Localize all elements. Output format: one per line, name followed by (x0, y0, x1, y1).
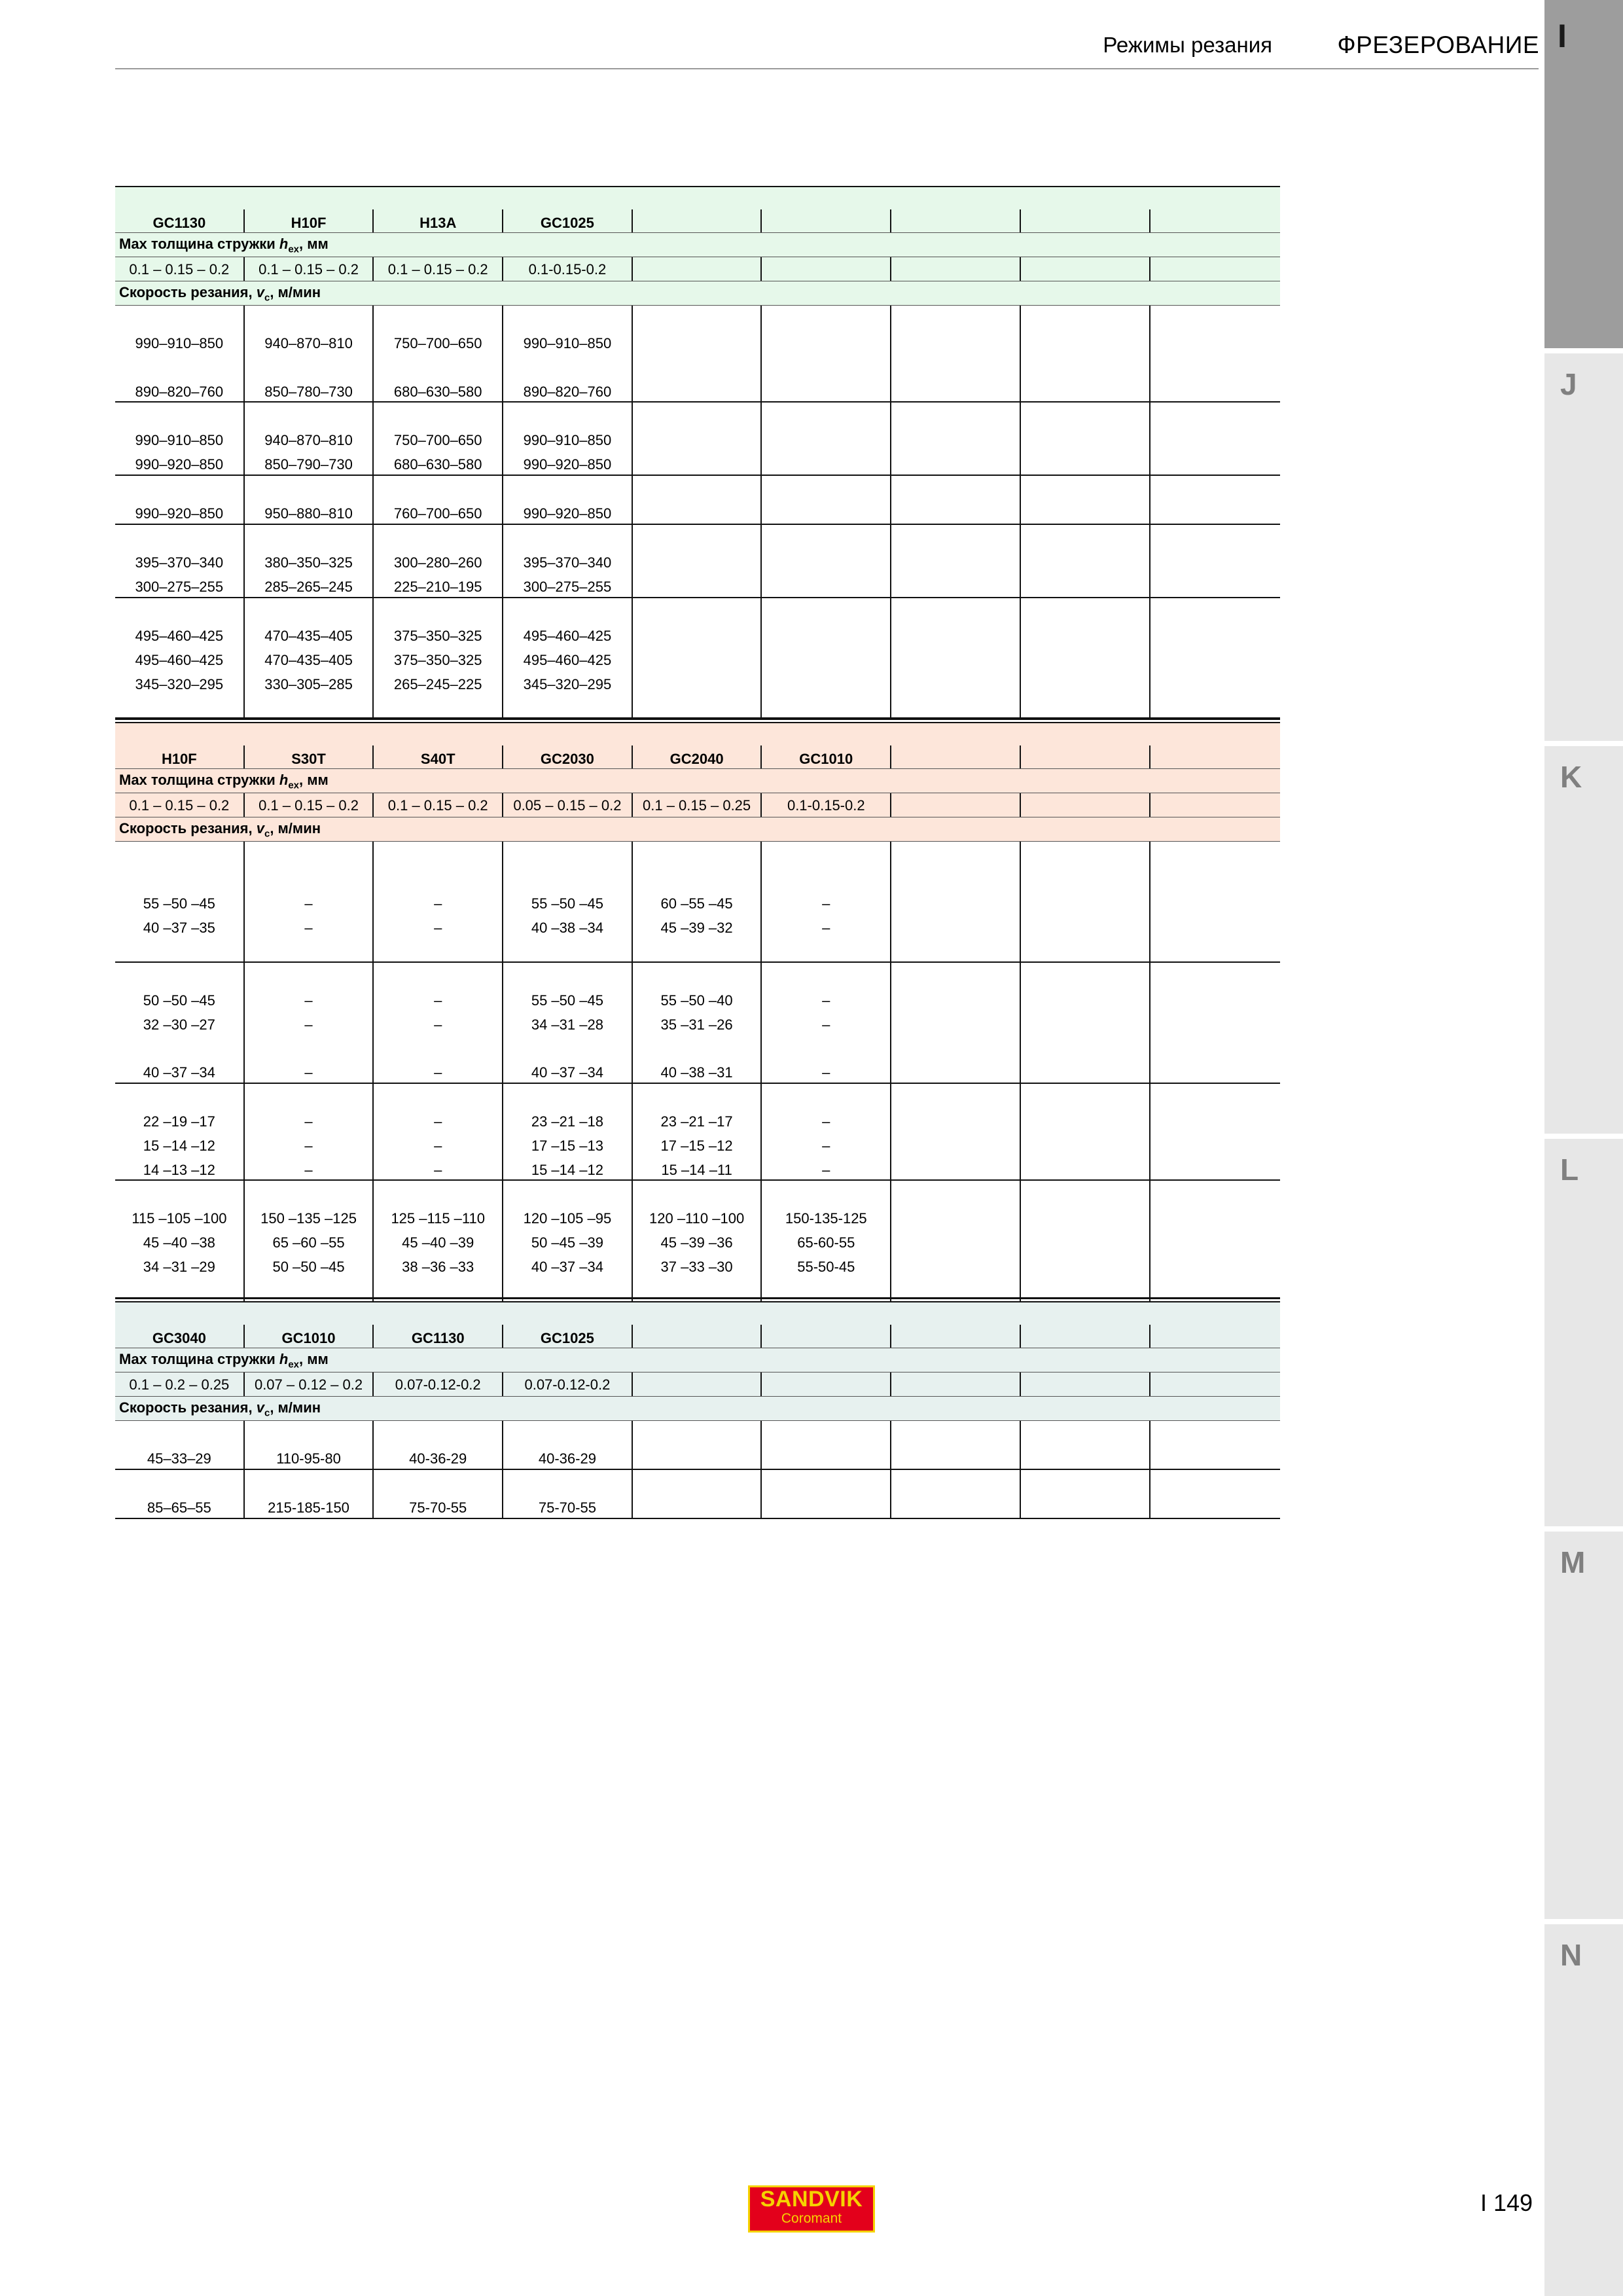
chip-thickness-label (115, 769, 1280, 793)
speed-value (633, 476, 762, 524)
speed-value: 940–870–810 850–780–730 (245, 306, 374, 401)
chip-thickness-value: 0.1-0.15-0.2 (762, 793, 891, 817)
chip-thickness-label (115, 1348, 1280, 1372)
speed-value: 940–870–810 850–790–730 (245, 403, 374, 475)
speed-value: – – (762, 842, 891, 961)
speed-value (1150, 598, 1280, 717)
cutting-data-table-2 (115, 718, 1280, 1302)
speed-value: 470–435–405 470–435–405 330–305–285 (245, 598, 374, 717)
label-unit: , м/мин (270, 1399, 321, 1416)
label-unit: , мм (299, 236, 329, 252)
data-row (115, 598, 1280, 719)
cutting-data-table-3 (115, 1297, 1280, 1519)
chip-thickness-value: 0.1 – 0.15 – 0.2 (245, 257, 374, 281)
label-text: Max толщина стружки (119, 772, 279, 788)
data-row (115, 1421, 1280, 1470)
section-subtitle: Режимы резания (1103, 33, 1272, 57)
speed-value (891, 306, 1021, 401)
row-cells (115, 209, 1280, 232)
speed-value: 23 –21 –17 17 –15 –12 15 –14 –11 (633, 1084, 762, 1179)
chip-thickness-value: 0.1 – 0.15 – 0.2 (374, 257, 503, 281)
label-symbol: h (279, 772, 289, 788)
chip-thickness-value: 0.07-0.12-0.2 (374, 1372, 503, 1396)
label-subscript: ex (288, 243, 300, 255)
chip-thickness-value: 0.07-0.12-0.2 (503, 1372, 633, 1396)
chip-thickness-row (115, 1372, 1280, 1397)
speed-value: 395–370–340 300–275–255 (503, 525, 633, 597)
speed-value (1021, 525, 1150, 597)
speed-value (1150, 1084, 1280, 1179)
label-text: Max толщина стружки (119, 236, 279, 252)
grade-header: GC1130 (115, 209, 245, 232)
speed-value: 120 –110 –100 45 –39 –36 37 –33 –30 (633, 1181, 762, 1301)
chip-thickness-value: 0.1 – 0.2 – 0.25 (115, 1372, 245, 1396)
speed-value: – – – (762, 1084, 891, 1179)
chip-thickness-value (1021, 793, 1150, 817)
grade-header (891, 209, 1021, 232)
speed-value (762, 1421, 891, 1469)
speed-value: 55 –50 –45 40 –37 –35 (115, 842, 245, 961)
data-row (115, 306, 1280, 403)
logo-subtext: Coromant (781, 2211, 842, 2226)
tab-k[interactable] (1544, 746, 1623, 1134)
speed-value (762, 525, 891, 597)
speed-value (891, 1181, 1021, 1301)
grade-header: GC3040 (115, 1325, 245, 1348)
grade-header: GC2040 (633, 745, 762, 768)
speed-value: 110-95-80 (245, 1421, 374, 1469)
data-row (115, 476, 1280, 525)
speed-value: 990–910–850 890–820–760 (503, 306, 633, 401)
grade-header: GC1025 (503, 1325, 633, 1348)
label-text: Скорость резания, (119, 1399, 257, 1416)
speed-value (1150, 963, 1280, 1083)
grade-header (1150, 1325, 1280, 1348)
speed-value (762, 306, 891, 401)
grade-header (1021, 745, 1150, 768)
cutting-speed-label (115, 1397, 1280, 1421)
grade-header: GC1025 (503, 209, 633, 232)
speed-value (1021, 963, 1150, 1083)
chip-thickness-value: 0.1 – 0.15 – 0.25 (633, 793, 762, 817)
chip-thickness-row (115, 793, 1280, 817)
tab-label: M (1560, 1545, 1586, 1579)
grade-header (891, 1325, 1021, 1348)
speed-value: 990–910–850 890–820–760 (115, 306, 245, 401)
speed-value (762, 476, 891, 524)
speed-value: 380–350–325 285–265–245 (245, 525, 374, 597)
table-header-block (115, 1302, 1280, 1421)
tab-label: J (1560, 367, 1577, 401)
row-cells (115, 598, 1280, 717)
speed-value: – – (374, 842, 503, 961)
tab-n[interactable] (1544, 1924, 1623, 2296)
speed-value: 750–700–650 680–630–580 (374, 306, 503, 401)
speed-value: 495–460–425 495–460–425 345–320–295 (115, 598, 245, 717)
cutting-speed-label (115, 281, 1280, 306)
speed-value: 50 –50 –45 32 –30 –27 40 –37 –34 (115, 963, 245, 1083)
label-unit: , м/мин (270, 284, 321, 300)
speed-value: 150 –135 –125 65 –60 –55 50 –50 –45 (245, 1181, 374, 1301)
speed-value: 55 –50 –45 34 –31 –28 40 –37 –34 (503, 963, 633, 1083)
chip-thickness-row (115, 257, 1280, 281)
cutting-speed-label (115, 817, 1280, 842)
tab-label: I (1558, 18, 1567, 54)
label-unit: , м/мин (270, 820, 321, 836)
speed-value (1150, 403, 1280, 475)
speed-value: 395–370–340 300–275–255 (115, 525, 245, 597)
data-row (115, 842, 1280, 963)
speed-value (1150, 476, 1280, 524)
grade-header: GC1130 (374, 1325, 503, 1348)
row-cells (115, 1084, 1280, 1179)
speed-value: 45–33–29 (115, 1421, 245, 1469)
speed-value (633, 1470, 762, 1518)
logo-text: SANDVIK (760, 2187, 863, 2212)
speed-value: 120 –105 –95 50 –45 –39 40 –37 –34 (503, 1181, 633, 1301)
speed-value: – – – (374, 1084, 503, 1179)
chip-thickness-value (1150, 257, 1280, 281)
grade-header: H10F (245, 209, 374, 232)
speed-value (891, 525, 1021, 597)
speed-value (1021, 403, 1150, 475)
tab-l[interactable] (1544, 1139, 1623, 1526)
speed-value (891, 476, 1021, 524)
tab-j[interactable] (1544, 353, 1623, 741)
label-subscript: c (264, 292, 270, 304)
speed-value (762, 598, 891, 717)
chip-thickness-value (762, 257, 891, 281)
chip-thickness-value: 0.1 – 0.15 – 0.2 (115, 257, 245, 281)
speed-value (762, 403, 891, 475)
speed-value (1021, 1470, 1150, 1518)
page-number: I 149 (1480, 2189, 1533, 2216)
grade-header (1150, 209, 1280, 232)
label-symbol: v (256, 820, 264, 836)
speed-value: 55 –50 –45 40 –38 –34 (503, 842, 633, 961)
table-header-block (115, 187, 1280, 306)
grade-header: GC2030 (503, 745, 633, 768)
chip-thickness-value (891, 793, 1021, 817)
chip-thickness-value: 0.07 – 0.12 – 0.2 (245, 1372, 374, 1396)
row-cells (115, 1372, 1280, 1396)
speed-value: 115 –105 –100 45 –40 –38 34 –31 –29 (115, 1181, 245, 1301)
speed-value (891, 842, 1021, 961)
data-row (115, 1084, 1280, 1181)
speed-value: 375–350–325 375–350–325 265–245–225 (374, 598, 503, 717)
speed-value (891, 403, 1021, 475)
tab-i[interactable] (1544, 0, 1623, 348)
speed-value (1021, 306, 1150, 401)
speed-value: 990–920–850 (115, 476, 245, 524)
speed-value (1150, 1421, 1280, 1469)
speed-value (1021, 842, 1150, 961)
grade-header (1021, 209, 1150, 232)
speed-value: 40-36-29 (503, 1421, 633, 1469)
speed-value (1021, 1181, 1150, 1301)
speed-value (1021, 476, 1150, 524)
data-row (115, 1470, 1280, 1519)
grade-header: H10F (115, 745, 245, 768)
row-cells (115, 306, 1280, 401)
speed-value (633, 1421, 762, 1469)
speed-value (891, 963, 1021, 1083)
row-cells (115, 476, 1280, 524)
row-cells (115, 793, 1280, 817)
speed-value: 75-70-55 (503, 1470, 633, 1518)
chip-thickness-value (891, 1372, 1021, 1396)
chip-thickness-value (1021, 1372, 1150, 1396)
speed-value: – – – (374, 963, 503, 1083)
speed-value (1150, 1181, 1280, 1301)
grade-header (762, 1325, 891, 1348)
header-divider (115, 68, 1539, 69)
cutting-data-table-1 (115, 186, 1280, 719)
speed-value: 950–880–810 (245, 476, 374, 524)
grade-header: H13A (374, 209, 503, 232)
speed-value: 23 –21 –18 17 –15 –13 15 –14 –12 (503, 1084, 633, 1179)
chip-thickness-value: 0.1 – 0.15 – 0.2 (115, 793, 245, 817)
speed-value: 495–460–425 495–460–425 345–320–295 (503, 598, 633, 717)
row-cells (115, 257, 1280, 281)
speed-value: – – – (245, 963, 374, 1083)
speed-value (891, 1421, 1021, 1469)
row-cells (115, 1325, 1280, 1348)
section-title: ФРЕЗЕРОВАНИЕ (1337, 31, 1539, 58)
label-subscript: c (264, 828, 270, 840)
speed-value: 85–65–55 (115, 1470, 245, 1518)
row-cells (115, 745, 1280, 768)
table-top-rule (115, 1297, 1280, 1299)
label-text: Скорость резания, (119, 820, 257, 836)
grade-header (762, 209, 891, 232)
speed-value: 750–700–650 680–630–580 (374, 403, 503, 475)
label-symbol: h (279, 236, 289, 252)
label-symbol: v (256, 284, 264, 300)
speed-value: – – – (762, 963, 891, 1083)
speed-value: 60 –55 –45 45 –39 –32 (633, 842, 762, 961)
row-cells (115, 1181, 1280, 1301)
grade-header: GC1010 (762, 745, 891, 768)
label-subscript: ex (288, 1359, 300, 1371)
tab-label: K (1560, 760, 1582, 794)
label-text: Скорость резания, (119, 284, 257, 300)
grade-header: S30T (245, 745, 374, 768)
speed-value: 300–280–260 225–210–195 (374, 525, 503, 597)
speed-value (633, 598, 762, 717)
label-subscript: ex (288, 780, 300, 791)
chip-thickness-value (633, 257, 762, 281)
speed-value: 990–910–850 990–920–850 (503, 403, 633, 475)
label-symbol: h (279, 1351, 289, 1367)
grade-header (633, 209, 762, 232)
chip-thickness-value (891, 257, 1021, 281)
speed-value (762, 1470, 891, 1518)
speed-value (891, 1084, 1021, 1179)
speed-value: 990–920–850 (503, 476, 633, 524)
speed-value (1150, 1470, 1280, 1518)
row-cells (115, 963, 1280, 1083)
speed-value (633, 306, 762, 401)
label-unit: , мм (299, 772, 329, 788)
speed-value (1150, 306, 1280, 401)
speed-value: – – (245, 842, 374, 961)
speed-value (1021, 598, 1150, 717)
speed-value: – – – (245, 1084, 374, 1179)
chip-thickness-value (1150, 793, 1280, 817)
row-cells (115, 525, 1280, 597)
tab-label: N (1560, 1938, 1582, 1972)
speed-value (1021, 1421, 1150, 1469)
speed-value: 75-70-55 (374, 1470, 503, 1518)
row-cells (115, 1470, 1280, 1518)
grade-header (1021, 1325, 1150, 1348)
speed-value: 22 –19 –17 15 –14 –12 14 –13 –12 (115, 1084, 245, 1179)
grade-header: GC1010 (245, 1325, 374, 1348)
table-top-rule (115, 718, 1280, 720)
speed-value: 760–700–650 (374, 476, 503, 524)
label-text: Max толщина стружки (119, 1351, 279, 1367)
speed-value (1150, 525, 1280, 597)
speed-value: 990–910–850 990–920–850 (115, 403, 245, 475)
label-subscript: c (264, 1407, 270, 1419)
chip-thickness-value (1150, 1372, 1280, 1396)
sandvik-coromant-logo (748, 2185, 875, 2233)
chip-thickness-value (633, 1372, 762, 1396)
row-cells (115, 1421, 1280, 1469)
speed-value: 55 –50 –40 35 –31 –26 40 –38 –31 (633, 963, 762, 1083)
tab-m[interactable] (1544, 1532, 1623, 1919)
data-row (115, 525, 1280, 598)
data-row (115, 1181, 1280, 1302)
label-symbol: v (256, 1399, 264, 1416)
grade-header (1150, 745, 1280, 768)
chip-thickness-label (115, 233, 1280, 257)
grade-header (633, 1325, 762, 1348)
speed-value (1150, 842, 1280, 961)
data-row (115, 403, 1280, 476)
speed-value (633, 525, 762, 597)
speed-value: 215-185-150 (245, 1470, 374, 1518)
chip-thickness-value: 0.1 – 0.15 – 0.2 (374, 793, 503, 817)
grade-header: S40T (374, 745, 503, 768)
grade-header-row (115, 187, 1280, 233)
speed-value (891, 1470, 1021, 1518)
data-row (115, 963, 1280, 1084)
table-header-block (115, 723, 1280, 842)
chip-thickness-value: 0.05 – 0.15 – 0.2 (503, 793, 633, 817)
grade-header-row (115, 723, 1280, 769)
row-cells (115, 403, 1280, 475)
chip-thickness-value (762, 1372, 891, 1396)
speed-value: 150-135-125 65-60-55 55-50-45 (762, 1181, 891, 1301)
chip-thickness-value (1021, 257, 1150, 281)
tab-label: L (1560, 1153, 1579, 1187)
label-unit: , мм (299, 1351, 329, 1367)
row-cells (115, 842, 1280, 961)
speed-value: 125 –115 –110 45 –40 –39 38 –36 –33 (374, 1181, 503, 1301)
chip-thickness-value: 0.1 – 0.15 – 0.2 (245, 793, 374, 817)
speed-value: 40-36-29 (374, 1421, 503, 1469)
grade-header (891, 745, 1021, 768)
speed-value (891, 598, 1021, 717)
speed-value (1021, 1084, 1150, 1179)
grade-header-row (115, 1302, 1280, 1348)
chip-thickness-value: 0.1-0.15-0.2 (503, 257, 633, 281)
speed-value (633, 403, 762, 475)
